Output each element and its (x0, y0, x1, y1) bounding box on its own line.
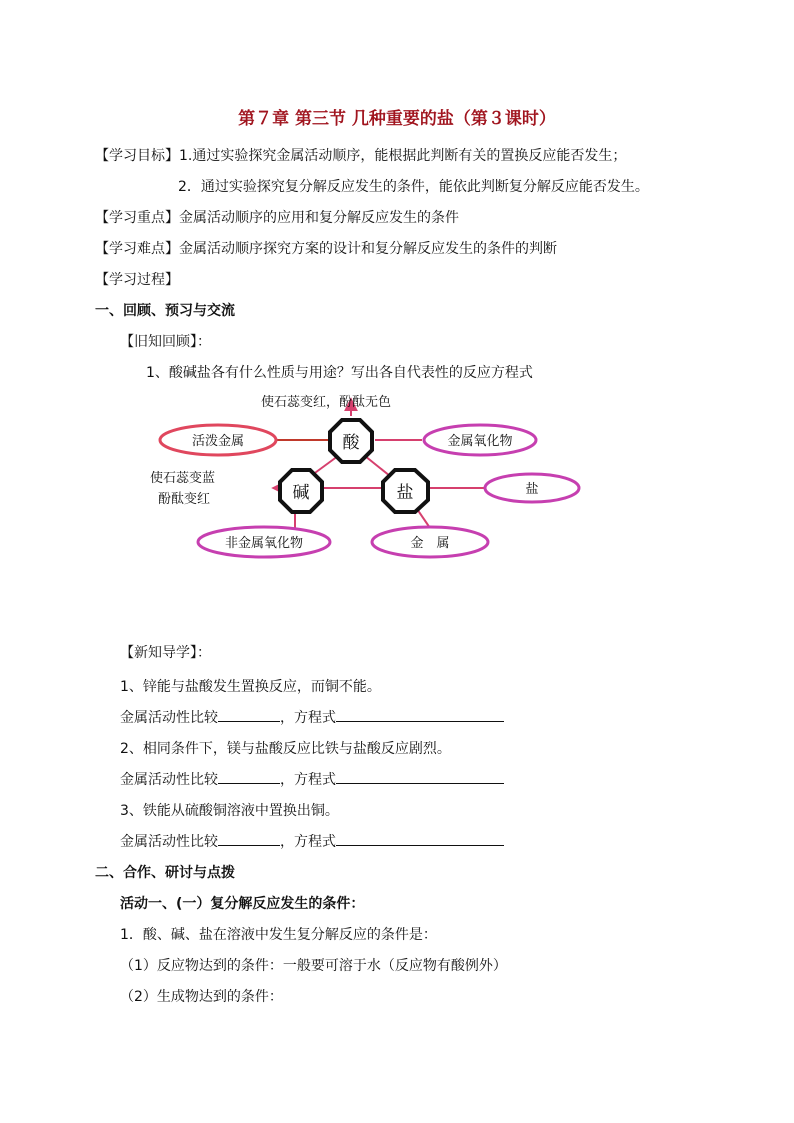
objectives-label: 【学习目标】 (95, 148, 179, 164)
objectives-line-1 (95, 145, 626, 165)
section2-question-1b: （2）生成物达到的条件： (120, 989, 283, 1005)
equation-blank[interactable] (336, 831, 504, 846)
equation-blank[interactable] (336, 769, 504, 784)
process-label: 【学习过程】 (95, 272, 179, 288)
equation-label: ，方程式 (280, 772, 336, 788)
difficulties-text: 金属活动顺序探究方案的设计和复分解反应发生的条件的判断 (179, 241, 557, 257)
objectives-item-1: 1.通过实验探究金属活动顺序，能根据此判断有关的置换反应能否发生； (179, 148, 627, 164)
answer-row-2 (120, 769, 504, 789)
page-title: 第７章 第三节 几种重要的盐（第３课时） (238, 109, 556, 129)
acid-indicator-text: 使石蕊变红，酚酞无色 (261, 395, 392, 410)
compare-label: 金属活动性比较 (120, 772, 218, 788)
review-question-1: 1、酸碱盐各有什么性质与用途？写出各自代表性的反应方程式 (146, 365, 533, 381)
section2-question-1: 1．酸、碱、盐在溶液中发生复分解反应的条件是： (120, 927, 437, 943)
connector-acid-salt (365, 456, 390, 476)
base-indicator-text-2: 酚酞变红 (158, 492, 211, 507)
equation-label: ，方程式 (280, 834, 336, 850)
metal-label: 金 属 (410, 536, 450, 551)
equation-blank[interactable] (336, 707, 504, 722)
base-indicator-text-1: 使石蕊变蓝 (150, 471, 216, 486)
compare-label: 金属活动性比较 (120, 710, 218, 726)
base-label: 碱 (292, 483, 310, 503)
key-points-text: 金属活动顺序的应用和复分解反应发生的条件 (179, 210, 459, 226)
review-label: 【旧知回顾】： (120, 334, 211, 350)
key-points-line (95, 207, 459, 227)
new-knowledge-item-3: 3、铁能从硫酸铜溶液中置换出铜。 (120, 803, 339, 819)
new-knowledge-item-2: 2、相同条件下，镁与盐酸反应比铁与盐酸反应剧烈。 (120, 741, 451, 757)
compare-blank[interactable] (218, 769, 280, 784)
compare-blank[interactable] (218, 707, 280, 722)
equation-label: ，方程式 (280, 710, 336, 726)
objectives-item-2: 2．通过实验探究复分解反应发生的条件，能依此判断复分解反应能否发生。 (178, 179, 649, 195)
acid-label: 酸 (342, 433, 360, 453)
section2-question-1a: （1）反应物达到的条件：一般要可溶于水（反应物有酸例外） (120, 958, 507, 974)
nonmetal-oxide-label: 非金属氧化物 (224, 536, 304, 551)
key-points-label: 【学习重点】 (95, 210, 179, 226)
salt-right-label: 盐 (525, 482, 539, 497)
acid-base-salt-diagram (140, 388, 600, 568)
section2-heading: 二、合作、研讨与点拨 (95, 865, 235, 881)
active-metal-label: 活泼金属 (191, 434, 245, 449)
compare-label: 金属活动性比较 (120, 834, 218, 850)
answer-row-3 (120, 831, 504, 851)
new-knowledge-item-1: 1、锌能与盐酸发生置换反应，而铜不能。 (120, 679, 381, 695)
metal-oxide-label: 金属氧化物 (447, 434, 513, 449)
activity-heading: 活动一、(一）复分解反应发生的条件： (120, 896, 365, 912)
difficulties-line (95, 238, 557, 258)
section1-heading: 一、回顾、预习与交流 (95, 303, 235, 319)
compare-blank[interactable] (218, 831, 280, 846)
difficulties-label: 【学习难点】 (95, 241, 179, 257)
answer-row-1 (120, 707, 504, 727)
new-knowledge-label: 【新知导学】： (120, 645, 211, 661)
salt-label: 盐 (396, 483, 414, 503)
